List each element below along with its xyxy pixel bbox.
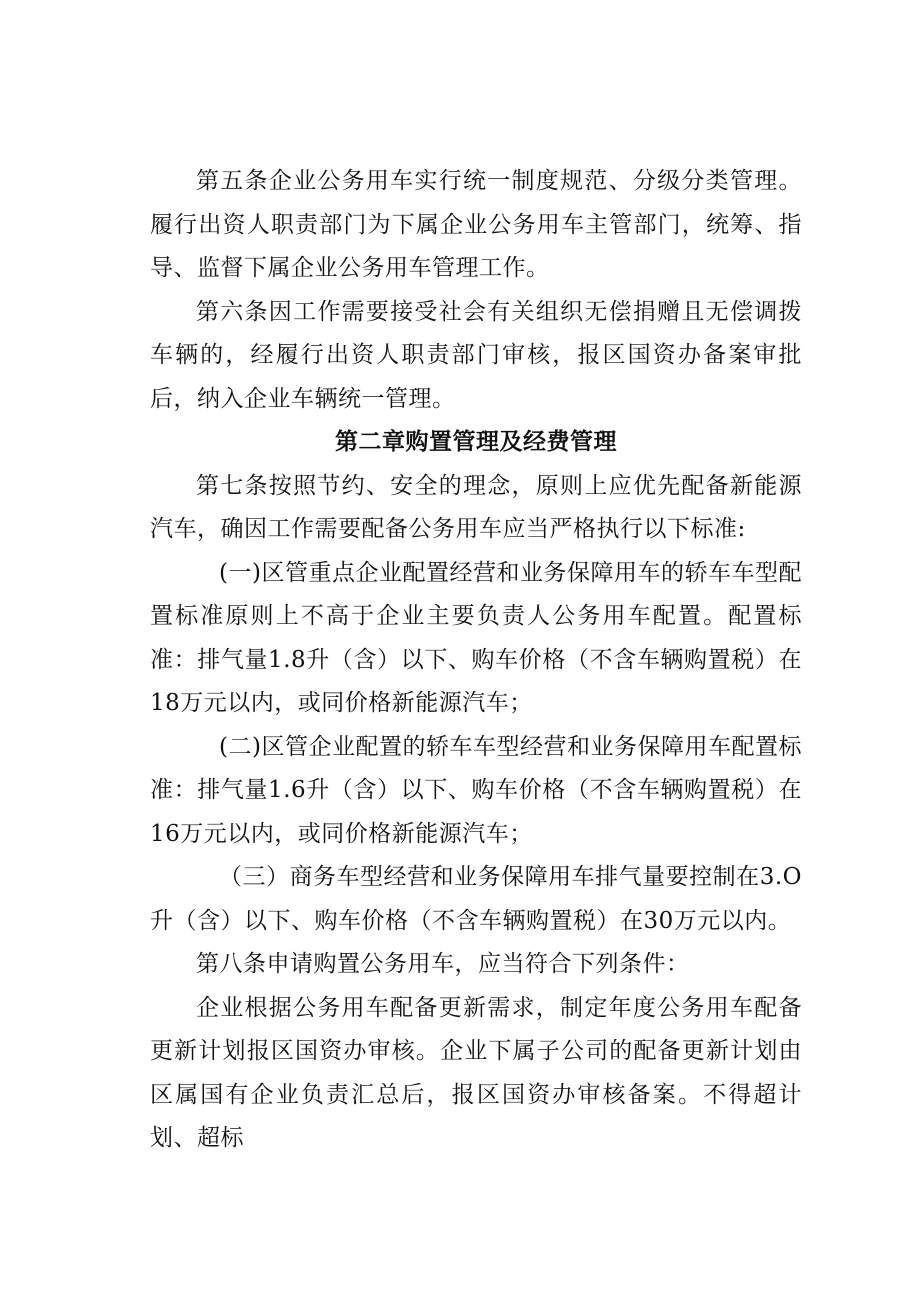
- article-6-paragraph: 第六条因工作需要接受社会有关组织无偿捐赠且无偿调拨车辆的，经履行出资人职责部门审核，报区国资办备案审批后，纳入企业车辆统一管理。: [150, 298, 802, 412]
- article-5-paragraph: 第五条企业公务用车实行统一制度规范、分级分类管理。履行出资人职责部门为下属企业公务用车主管部门，统筹、指导、监督下属企业公务用车管理工作。: [150, 168, 802, 281]
- article-7-paragraph: 第七条按照节约、安全的理念，原则上应优先配备新能源汽车，确因工作需要配备公务用车应当严格执行以下标准:: [150, 472, 802, 542]
- chapter-2-heading: 第二章购置管理及经费管理: [335, 429, 617, 455]
- article-7-item-3: （三）商务车型经营和业务保障用车排气量要控制在3.O升（含）以下、购车价格（不含车辆购置税）在30万元以内。: [150, 864, 802, 934]
- document-body: [150, 160, 802, 1161]
- article-7-item-2: (二)区管企业配置的轿车车型经营和业务保障用车配置标准：排气量1.6升（含）以下、购车价格（不含车辆购置税）在16万元以内，或同价格新能源汽车；: [150, 733, 802, 847]
- article-7-item-1: (一)区管重点企业配置经营和业务保障用车的轿车车型配置标准原则上不高于企业主要负责人公务用车配置。配置标准：排气量1.8升（含）以下、购车价格（不含车辆购置税）在18万元以内，或同价格新能源汽车；: [150, 559, 802, 716]
- article-8-body-paragraph: 企业根据公务用车配备更新需求，制定年度公务用车配备更新计划报区国资办审核。企业下属子公司的配备更新计划由区属国有企业负责汇总后，报区国资办审核备案。不得超计划、超标: [150, 994, 802, 1151]
- article-8-paragraph: 第八条申请购置公务用车，应当符合下列条件：: [196, 951, 690, 977]
